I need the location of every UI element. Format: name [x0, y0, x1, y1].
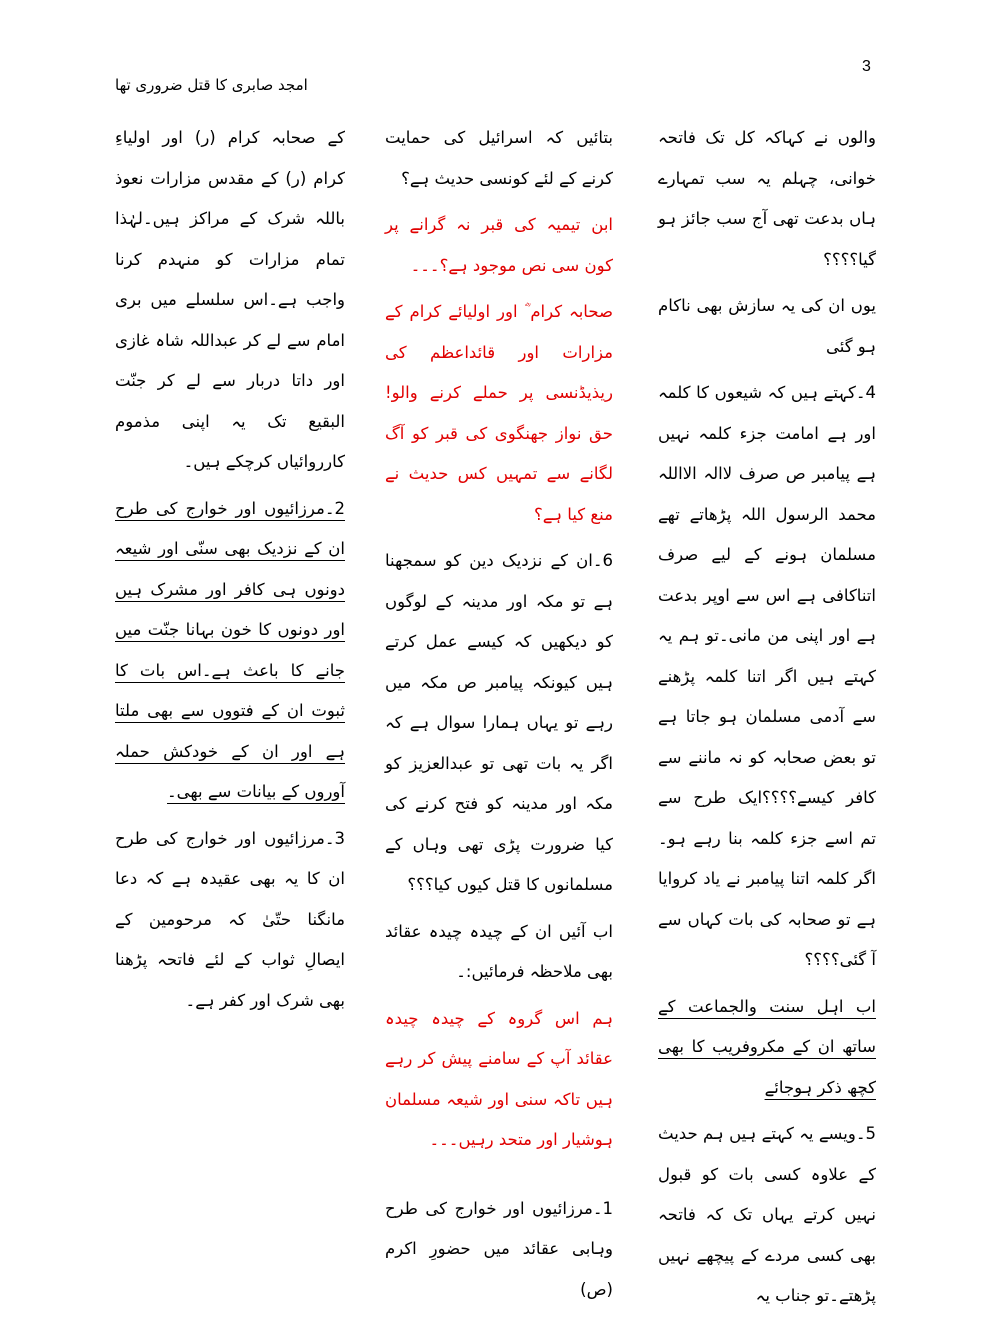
text-column-left	[115, 118, 345, 1027]
paragraph: 5۔ویسے یہ کہتے ہیں ہم حدیث کے علاوہ کسی بات کو قبول نہیں کرتے یہاں تک کہ فاتحہ بھی کسی مردے کے پیچھے نہیں پڑھتے۔تو جناب یہ	[658, 1124, 876, 1305]
paragraph: 4۔کہتے ہیں کہ شیعوں کا کلمہ اور ہے امامت جزء کلمہ نہیں ہے پیامبر ص صرف لاالہ الااللہ محمد الرسول اللہ پڑھاتے تھے مسلمان ہونے کے لیے صرف اتناکافی ہے اس سے اوپر بدعت ہے اور اپنی من مانی۔تو ہم یہ کہتے ہیں اگر اتنا کلمہ پڑھنے سے آدمی مسلمان ہو جاتا ہے تو بعض صحابہ کو نہ ماننے سے کافر کیسے؟؟؟؟ایک طرح سے تم اسے جزء کلمہ بنا رہے ہو۔اگر کلمہ اتنا پیامبر نے یاد کروایا ہے تو صحابہ کی بات کہاں سے آ گئی؟؟؟؟	[658, 383, 876, 969]
paragraph: اب آئیں ان کے چیدہ چیدہ عقائد بھی ملاحظہ فرمائیں:۔	[385, 921, 613, 981]
underlined-paragraph: اب اہل سنت والجماعت کے ساتھ ان کے مکروفریب کا بھی کچھ ذکر ہوجائے	[658, 996, 876, 1097]
paragraph-gap	[385, 1167, 613, 1189]
paragraph: 1۔مرزائیوں اور خوارج کی طرح وہابی عقائد میں حضورِ اکرم (ص)	[385, 1198, 613, 1299]
highlighted-paragraph: صحابہ کرام ؓ اور اولیائے کرام کے مزارات اور قائداعظم کی ریذیڈنسی پر حملے کرنے والو! حق نواز جھنگوی کی قبر کو آگ لگانے سے تمہیں کس حدیث نے منع کیا ہے؟	[385, 302, 613, 524]
text-column-right	[658, 118, 876, 1323]
paragraph: یوں ان کی یہ سازش بھی ناکام ہو گئی	[658, 296, 876, 356]
page-number: 3	[862, 58, 871, 75]
text-column-middle	[385, 118, 613, 1316]
paragraph: والوں نے کہاکہ کل تک فاتحہ خوانی، چہلم یہ سب تمہارے ہاں بدعت تھی آج سب جائز ہو گیا؟؟؟؟	[658, 128, 876, 269]
paragraph: 3۔مرزائیوں اور خوارج کی طرح ان کا یہ بھی عقیدہ ہے کہ دعا مانگنا حتّیٰ کہ مرحومین کے ایصالِ ثواب کے لئے فاتحہ پڑھنا بھی شرک اور کفر ہے۔	[115, 828, 345, 1010]
paragraph: بتائیں کہ اسرائیل کی حمایت کرنے کے لئے کونسی حدیث ہے؟	[385, 128, 613, 188]
paragraph: کے صحابہ کرام (ر) اور اولیاءِ کرام (ر) کے مقدس مزارات نعوذ باللہ شرک کے مراکز ہیں۔لہٰذا تمام مزارات کو منہدم کرنا واجب ہے۔اس سلسلے میں بری امام سے لے کر عبداللہ شاہ غازی اور داتا دربار سے لے کر جنّت البقیع تک یہ اپنی مذموم کارروائیاں کرچکے ہیں۔	[115, 128, 345, 471]
running-header: امجد صابری کا قتل ضروری تھا	[115, 76, 308, 94]
highlighted-paragraph: ہم اس گروہ کے چیدہ چیدہ عقائد آپ کے سامنے پیش کر رہے ہیں تاکہ سنی اور شیعہ مسلمان ہوشیار اور متحد رہیں۔۔۔	[385, 1008, 613, 1149]
underlined-paragraph: 2۔مرزائیوں اور خوارج کی طرح ان کے نزدیک بھی سنّی اور شیعہ دونوں ہی کافر اور مشرک ہیں اور دونوں کا خون بہانا جنّت میں جانے کا باعث ہے۔اس بات کا ثبوت ان کے فتووں سے بھی ملتا ہے اور ان کے خودکش حملہ آوروں کے بیانات سے بھی۔	[115, 498, 345, 801]
highlighted-paragraph: ابن تیمیہ کی قبر نہ گرانے پر کون سی نص موجود ہے؟۔۔۔	[385, 215, 613, 275]
paragraph: 6۔ان کے نزدیک دین کو سمجھنا ہے تو مکہ اور مدینہ کے لوگوں کو دیکھیں کہ کیسے عمل کرتے ہیں کیونکہ پیامبر ص مکہ میں رہے تو یہاں ہمارا سوال ہے کہ اگر یہ بات تھی تو عبدالعزیز کو مکہ اور مدینہ کو فتح کرنے کی کیا ضرورت پڑی تھی وہاں کے مسلمانوں کا قتل کیوں کیا؟؟؟	[385, 551, 613, 894]
